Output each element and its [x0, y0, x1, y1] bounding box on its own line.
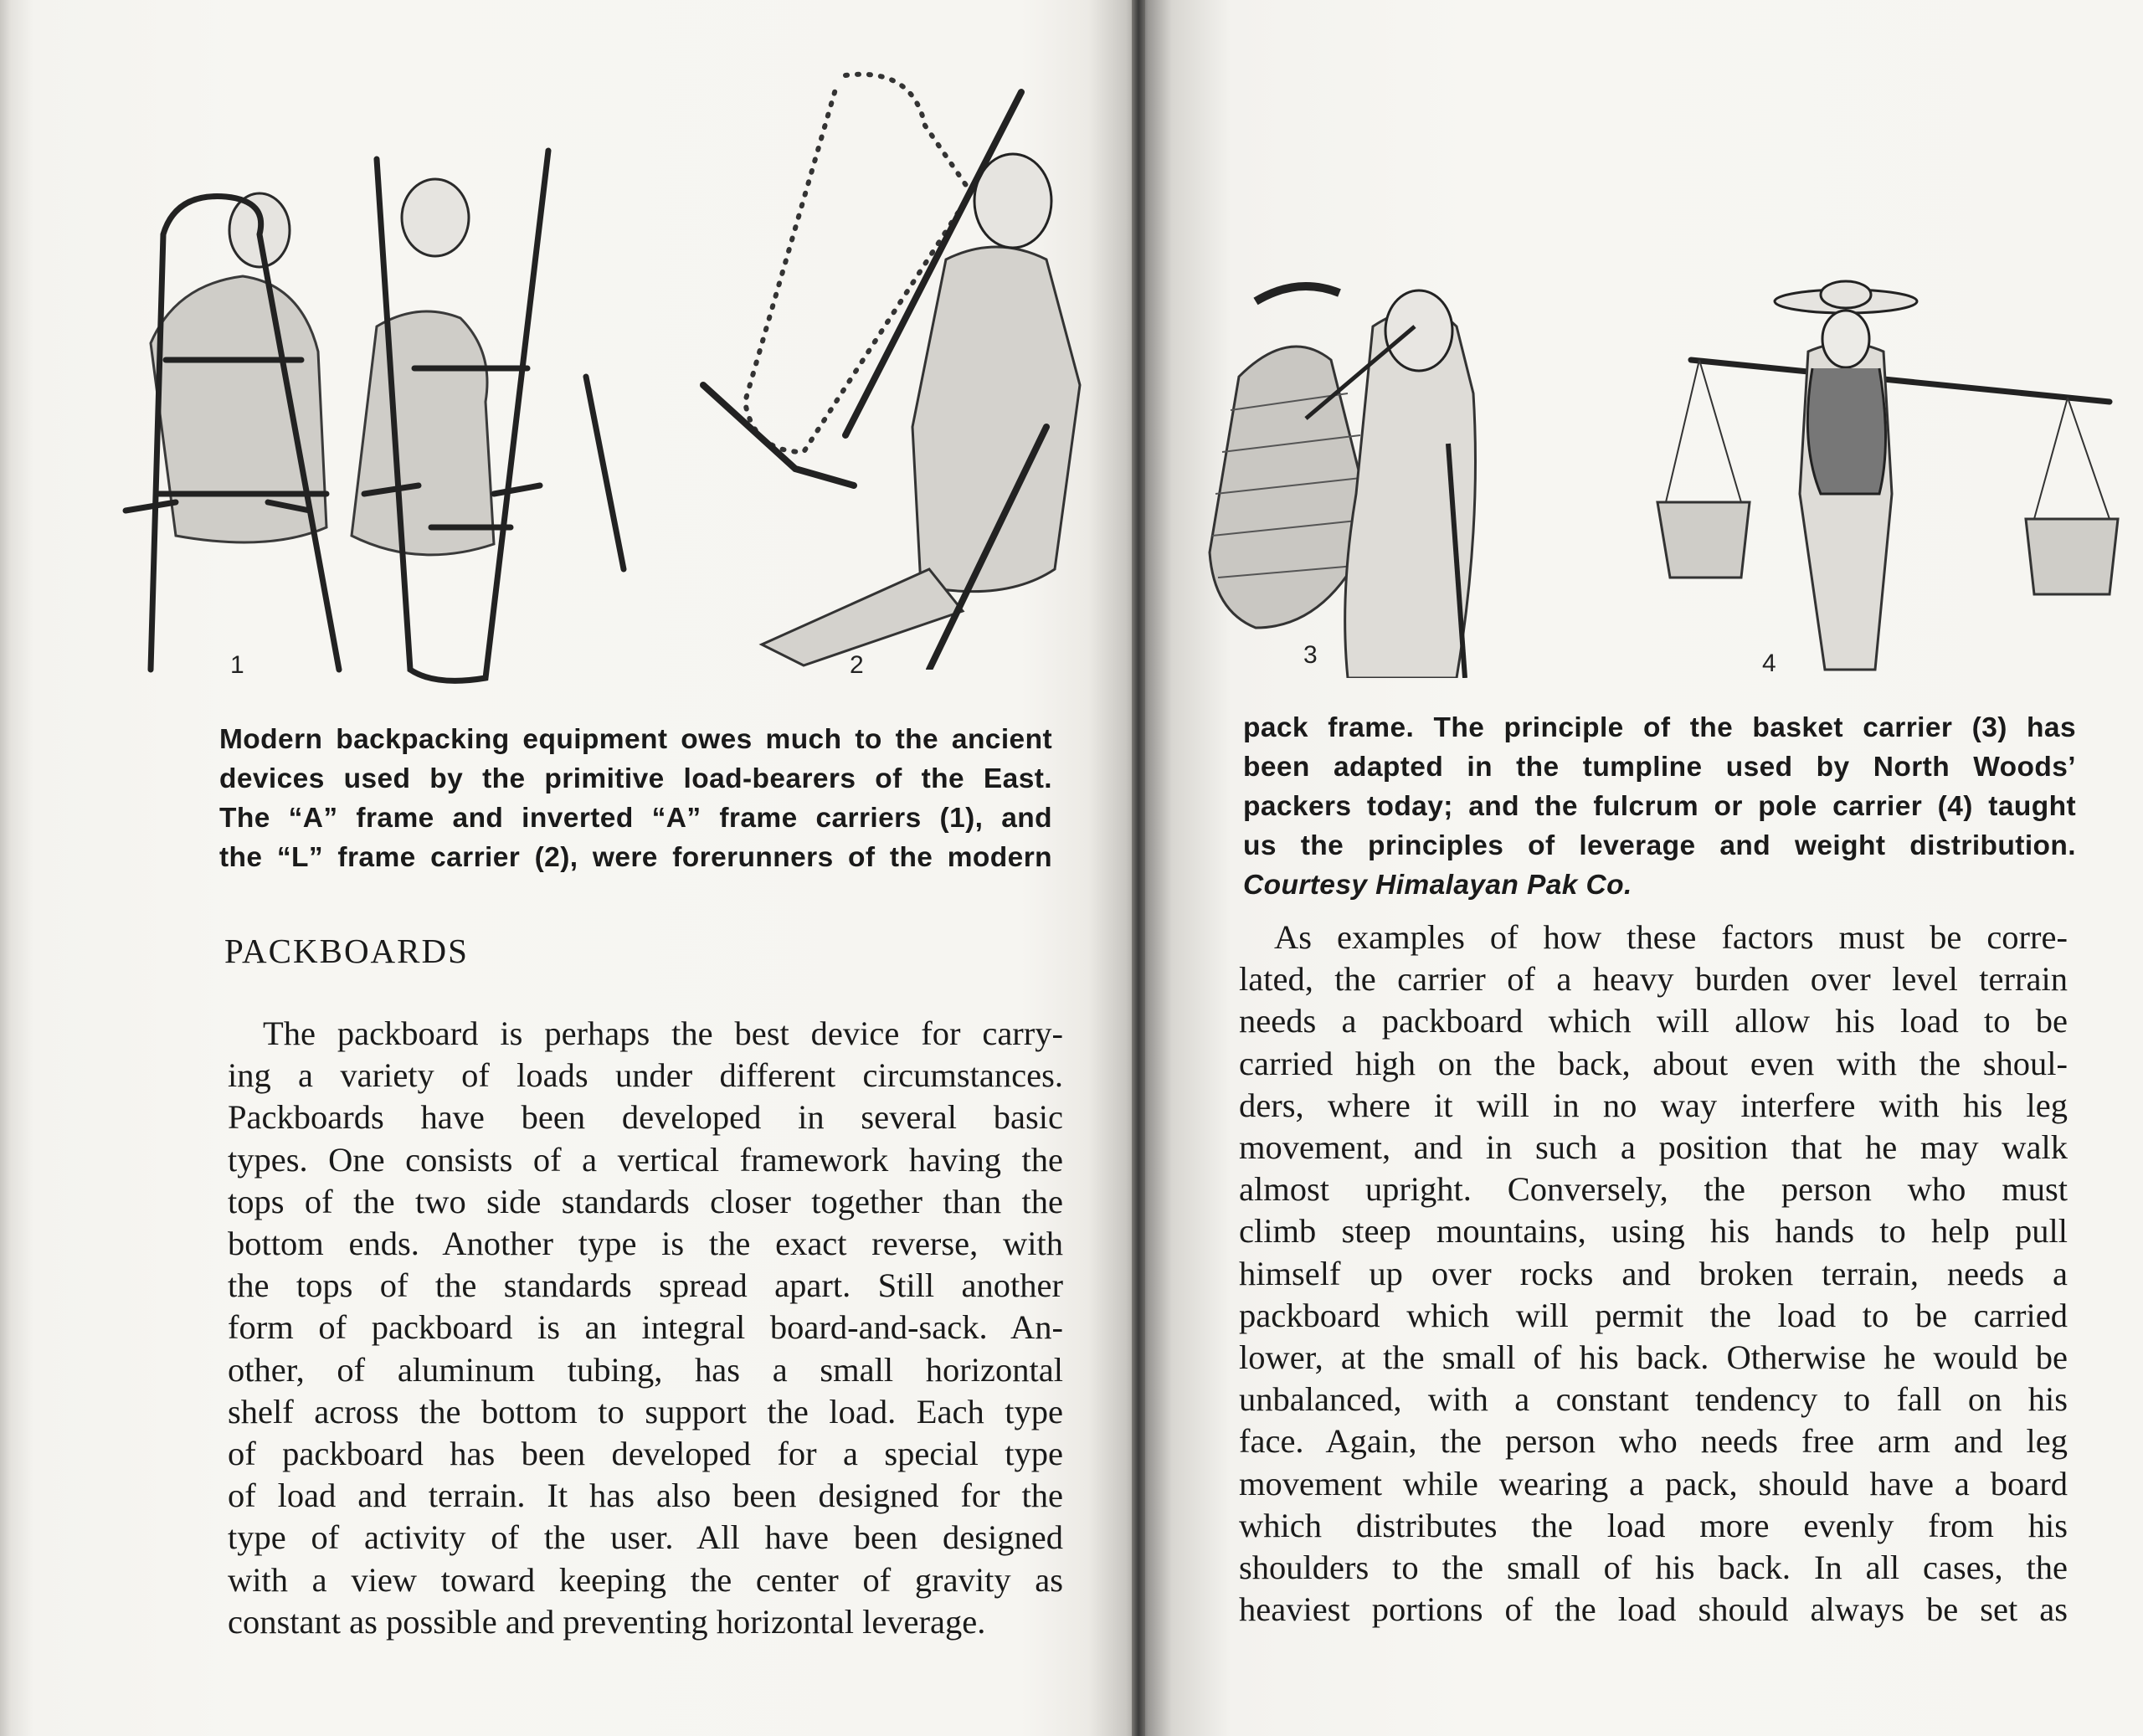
- body-line: which distributes the load more evenly from his: [1239, 1506, 2068, 1544]
- body-text-right: [1239, 917, 2068, 1631]
- body-line: the tops of the standards spread apart. Still another: [228, 1266, 1063, 1305]
- caption-line: the “L” frame carrier (2), were forerunners of the modern: [219, 842, 1052, 873]
- body-line: unbalanced, with a constant tendency to fall on his: [1239, 1380, 2068, 1419]
- body-line: form of packboard is an integral board-and-sack. An-: [228, 1308, 1063, 1347]
- caption-line: been adapted in the tumpline used by North Woods’: [1243, 752, 2076, 783]
- page-edge: [0, 0, 12, 1736]
- caption-line: Modern backpacking equipment owes much to the ancient: [219, 724, 1052, 755]
- body-line: tops of the two side standards closer together than the: [228, 1182, 1063, 1220]
- figure-number-3: 3: [1303, 641, 1318, 669]
- body-line: shoulders to the small of his back. In all cases, the: [1239, 1549, 2068, 1587]
- body-line: ders, where it will in no way interfere with his leg: [1239, 1086, 2068, 1124]
- body-line: lower, at the small of his back. Otherwise he would be: [1239, 1338, 2068, 1377]
- figure-number-2: 2: [850, 651, 864, 679]
- body-line: type of activity of the user. All have been designed: [228, 1518, 1063, 1557]
- body-line: constant as possible and preventing horizontal leverage.: [228, 1602, 986, 1641]
- body-line: almost upright. Conversely, the person who must: [1239, 1170, 2068, 1209]
- image-credit: Courtesy Himalayan Pak Co.: [1243, 870, 1632, 901]
- body-line: ing a variety of loads under different circumstances.: [228, 1056, 1063, 1095]
- caption-line: devices used by the primitive load-bearers of the East.: [219, 763, 1052, 794]
- body-line: heaviest portions of the load should always be set as: [1239, 1590, 2068, 1629]
- caption-line: us the principles of leverage and weight distribution.: [1243, 830, 2076, 861]
- caption-line: The “A” frame and inverted “A” frame carriers (1), and: [219, 803, 1052, 834]
- pole-carrier-illustration: [1641, 276, 2126, 686]
- body-line: needs a packboard which will allow his load to be: [1239, 1002, 2068, 1040]
- section-heading: PACKBOARDS: [224, 932, 469, 970]
- body-line: As examples of how these factors must be corre-: [1274, 918, 2068, 956]
- body-line: climb steep mountains, using his hands to help pull: [1239, 1212, 2068, 1251]
- basket-carrier-illustration: [1205, 276, 1574, 678]
- book-gutter: [1132, 0, 1145, 1736]
- body-line: The packboard is perhaps the best device for carry-: [263, 1014, 1063, 1052]
- body-text-left: [228, 1013, 1063, 1643]
- l-frame-carrier-illustration: [695, 67, 1113, 670]
- figure-number-4: 4: [1762, 650, 1776, 677]
- caption-line: pack frame. The principle of the basket carrier (3) has: [1243, 712, 2076, 743]
- body-line: himself up over rocks and broken terrain, needs a: [1239, 1254, 2068, 1292]
- body-line: movement, and in such a position that he may walk: [1239, 1128, 2068, 1167]
- figure-caption-right: [1243, 708, 2076, 905]
- figure-number-1: 1: [230, 651, 244, 679]
- body-line: of load and terrain. It has also been designed for the: [228, 1477, 1063, 1515]
- body-line: other, of aluminum tubing, has a small horizontal: [228, 1350, 1063, 1389]
- body-line: bottom ends. Another type is the exact reverse, with: [228, 1225, 1063, 1263]
- body-line: shelf across the bottom to support the load. Each type: [228, 1392, 1063, 1430]
- a-frame-carriers-illustration: [100, 134, 653, 686]
- caption-line: packers today; and the fulcrum or pole carrier (4) taught: [1243, 791, 2076, 822]
- body-line: packboard which will permit the load to be carried: [1239, 1296, 2068, 1334]
- body-line: Packboards have been developed in several basic: [228, 1098, 1063, 1137]
- body-line: lated, the carrier of a heavy burden over level terrain: [1239, 960, 2068, 999]
- body-line: face. Again, the person who needs free arm and leg: [1239, 1422, 2068, 1461]
- body-line: with a view toward keeping the center of gravity as: [228, 1560, 1063, 1599]
- body-line: carried high on the back, about even with the shoul-: [1239, 1044, 2068, 1082]
- figure-caption-left: [219, 720, 1052, 877]
- body-line: types. One consists of a vertical framework having the: [228, 1140, 1063, 1179]
- body-line: of packboard has been developed for a special type: [228, 1435, 1063, 1473]
- body-line: movement while wearing a pack, should have a board: [1239, 1464, 2068, 1502]
